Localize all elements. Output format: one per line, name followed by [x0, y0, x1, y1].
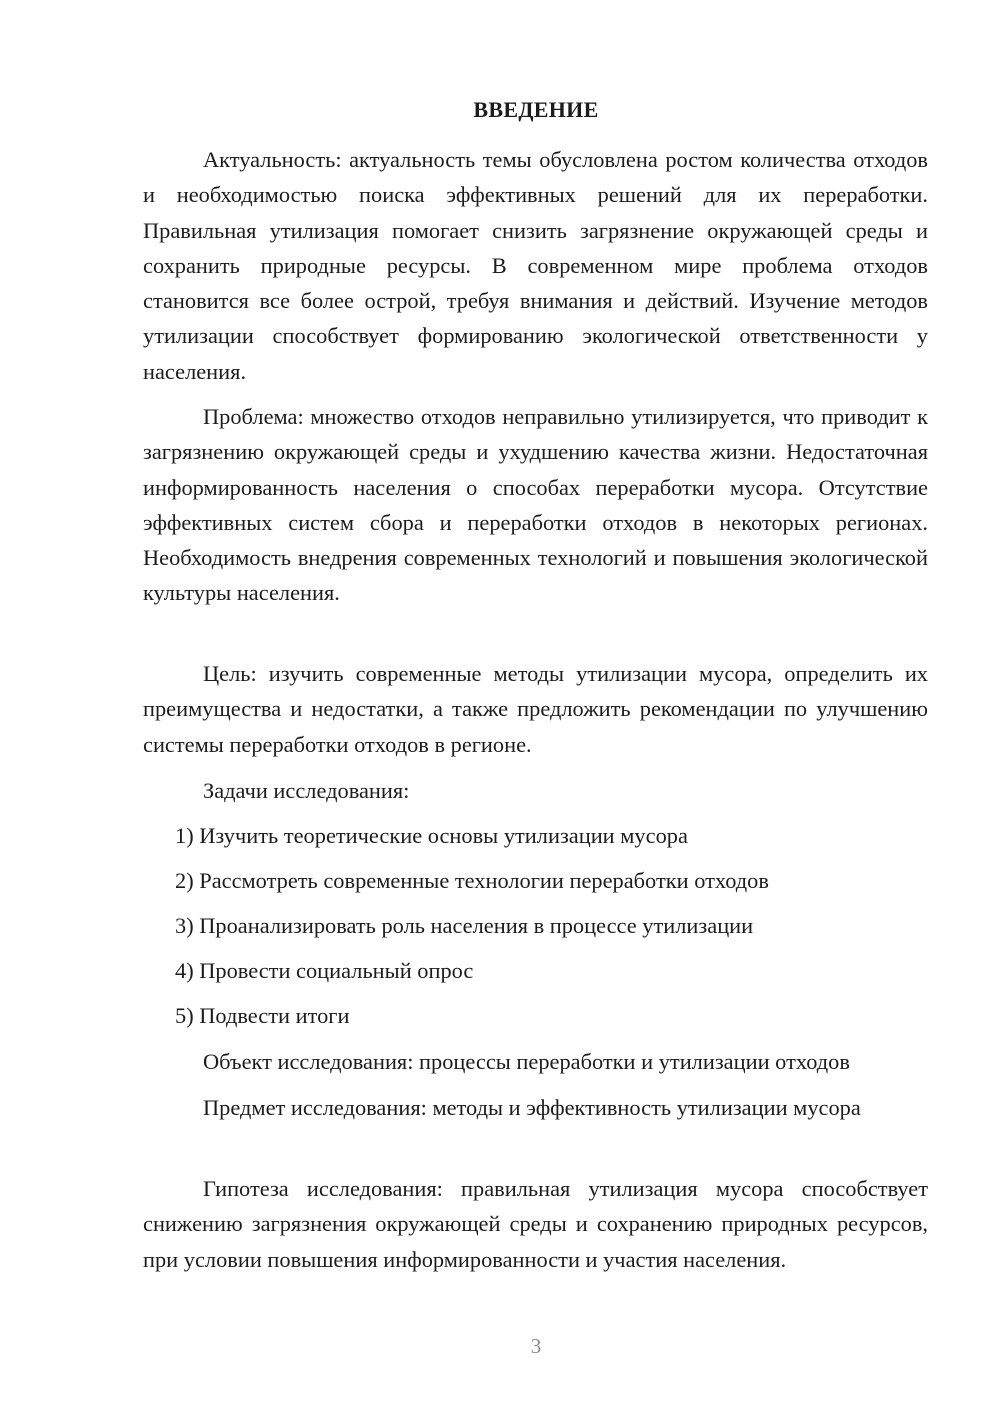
relevance-paragraph: Актуальность: актуальность темы обусловлена ростом количества отходов и необходимостью поиска эффективных решений для их переработки. Правильная утилизация помогает снизить загрязнение окружающей среды и сохранить природные ресурсы. В современном мире проблема отходов становится все более острой, требуя внимания и действий. Изучение методов утилизации способствует формированию экологической ответственности у населения. [143, 147, 928, 384]
page-title: ВВЕДЕНИЕ [473, 97, 599, 122]
list-item: 5) Подвести итоги [175, 1003, 350, 1028]
list-item: 3) Проанализировать роль населения в процессе утилизации [175, 913, 754, 938]
list-item: 4) Провести социальный опрос [175, 958, 474, 983]
subject-paragraph: Предмет исследования: методы и эффективность утилизации мусора [203, 1095, 861, 1120]
hypothesis-paragraph: Гипотеза исследования: правильная утилизация мусора способствует снижению загрязнения окружающей среды и сохранению природных ресурсов, при условии повышения информированности и участия населения. [143, 1176, 928, 1272]
goal-paragraph: Цель: изучить современные методы утилизации мусора, определить их преимущества и недостатки, а также предложить рекомендации по улучшению системы переработки отходов в регионе. [143, 661, 928, 757]
page-number: 3 [530, 1334, 542, 1358]
problem-paragraph: Проблема: множество отходов неправильно утилизируется, что приводит к загрязнению окружающей среды и ухудшению качества жизни. Недостаточная информированность населения о способах переработки мусора. Отсутствие эффективных систем сбора и переработки отходов в некоторых регионах. Необходимость внедрения современных технологий и повышения экологической культуры населения. [143, 404, 928, 606]
object-paragraph: Объект исследования: процессы переработки и утилизации отходов [203, 1049, 850, 1074]
list-item: 1) Изучить теоретические основы утилизации мусора [175, 823, 688, 848]
tasks-title: Задачи исследования: [203, 778, 410, 803]
list-item: 2) Рассмотреть современные технологии переработки отходов [175, 868, 769, 893]
